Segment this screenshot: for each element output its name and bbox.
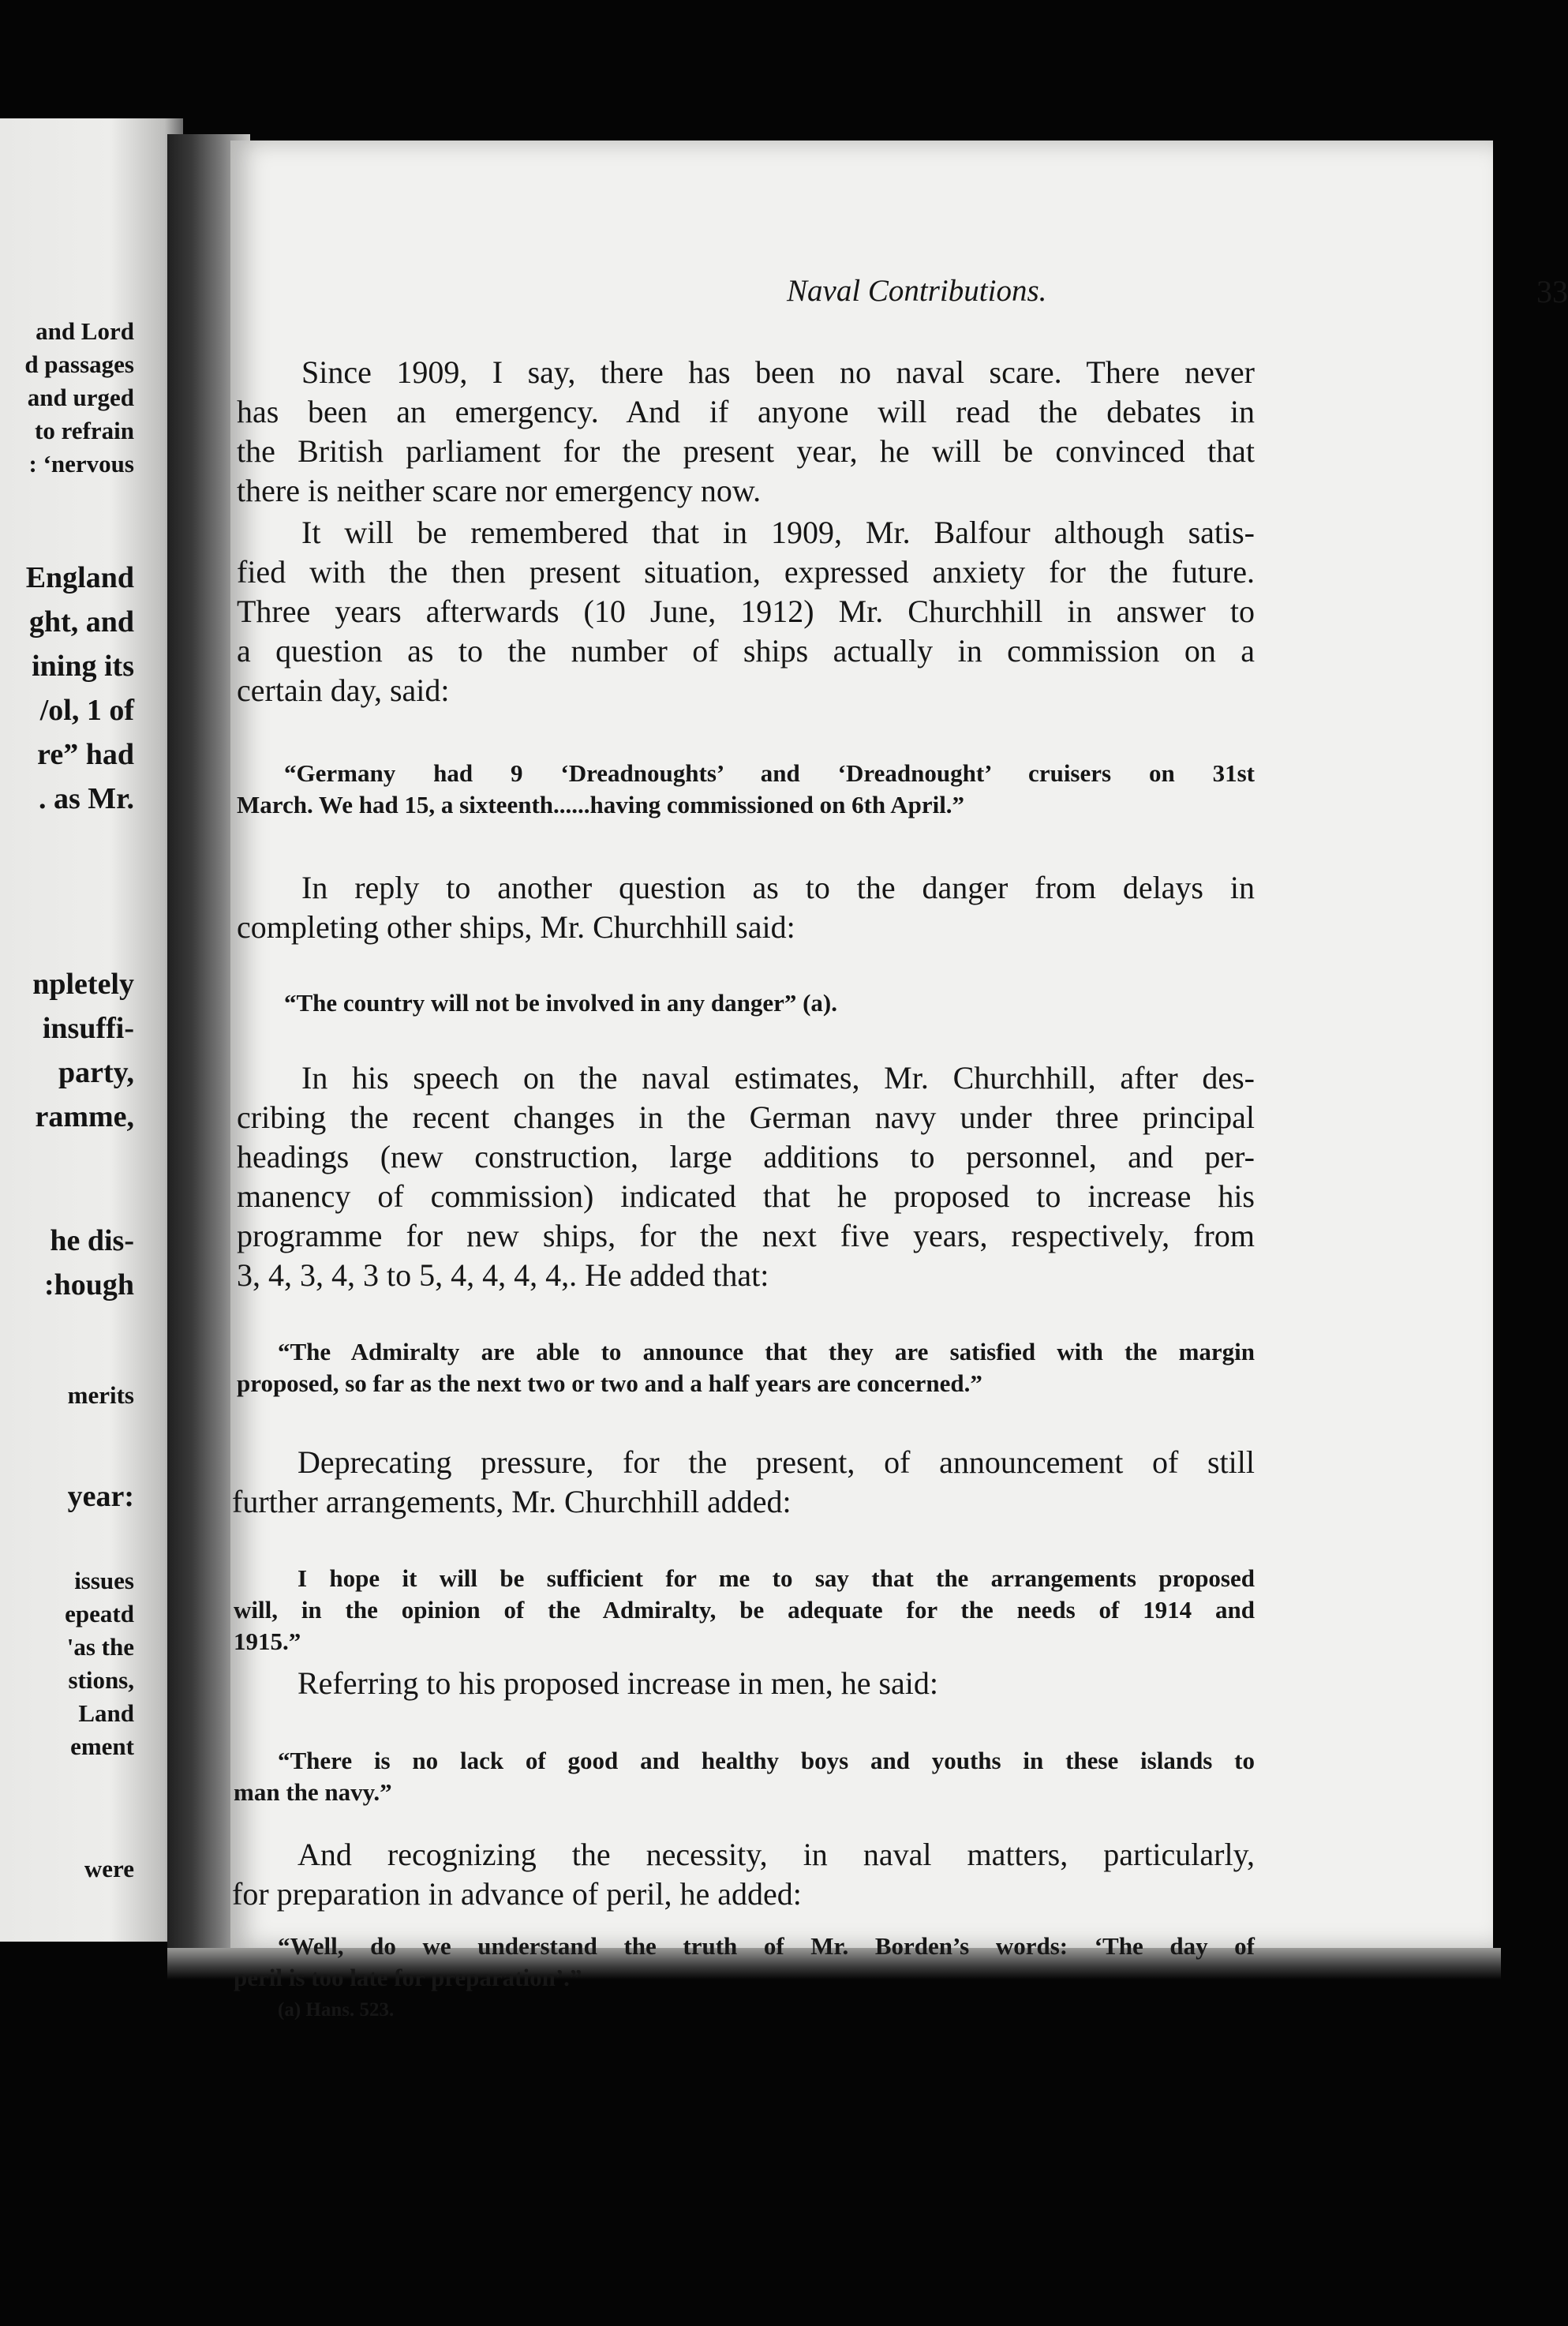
left-page-line: and urged [27,384,134,411]
paragraph-line: headings (new construction, large additions to personnel, and per- [237,1139,1255,1174]
left-page-line: ining its [32,650,134,683]
paragraph-line: Since 1909, I say, there has been no naval scare. There never [301,354,1255,390]
quote-line: “The Admiralty are able to announce that they are satisfied with the margin [278,1338,1255,1365]
left-page-line: England [25,561,134,594]
paragraph-line: further arrangements, Mr. Churchhill added: [232,1484,791,1519]
paragraph-line: there is neither scare nor emergency now. [237,473,762,508]
left-page-line: insuffi- [42,1012,134,1045]
paragraph-line: And recognizing the necessity, in naval matters, particularly, [298,1837,1255,1872]
paragraph-line: fied with the then present situation, expressed anxiety for the future. [237,554,1255,590]
paragraph-line: for preparation in advance of peril, he added: [232,1876,802,1912]
quote-line: “Germany had 9 ‘Dreadnoughts’ and ‘Dreadnought’ cruisers on 31st [284,759,1255,787]
left-page-line: /ol, 1 of [39,694,134,727]
paragraph-line: programme for new ships, for the next five years, respectively, from [237,1218,1255,1253]
quote-line: 1915.” [234,1627,301,1655]
paragraph-line: In reply to another question as to the danger from delays in [301,870,1255,905]
footnote: (a) Hans. 523. [278,1999,395,2021]
quote-line: “The country will not be involved in any danger” (a). [284,989,837,1017]
left-page-line: epeatd [65,1600,134,1627]
quote-line: proposed, so far as the next two or two and a half years are concerned.” [237,1369,982,1397]
left-page-line: issues [74,1567,134,1594]
paragraph-line: a question as to the number of ships actually in commission on a [237,633,1255,669]
page-number: 33 [1536,274,1568,309]
left-page-fragment [0,118,183,1942]
paragraph-line: manency of commission) indicated that he proposed to increase his [237,1178,1255,1214]
left-page-line: npletely [32,968,134,1001]
left-page-line: ght, and [28,605,134,639]
left-page-line: . as Mr. [38,782,134,815]
paragraph-line: Deprecating pressure, for the present, of announcement of still [298,1444,1255,1480]
paragraph-line: the British parliament for the present year, he will be convinced that [237,433,1255,469]
quote-line: March. We had 15, a sixteenth......having commissioned on 6th April.” [237,791,965,818]
quote-line: man the navy.” [234,1778,392,1806]
paragraph-line: In his speech on the naval estimates, Mr. Churchhill, after des- [301,1060,1255,1096]
quote-line: will, in the opinion of the Admiralty, be adequate for the needs of 1914 and [234,1596,1255,1624]
quote-line: peril is too late for preparation’.” [234,1964,582,1991]
right-page-content [230,140,1568,2021]
left-page-line: merits [67,1381,134,1409]
left-page-line: ement [70,1732,134,1760]
paragraph-line: completing other ships, Mr. Churchhill said: [237,909,795,945]
left-page-line: he dis- [50,1224,134,1257]
paragraph-line: cribing the recent changes in the German navy under three principal [237,1099,1255,1135]
left-page-line: d passages [24,350,134,378]
left-page-line: stions, [68,1666,134,1694]
left-page-line: : ‘nervous [28,450,134,478]
quote-line: “Well, do we understand the truth of Mr. Borden’s words: ‘The day of [278,1932,1255,1960]
left-page-line: Land [78,1699,134,1727]
paragraph-line: Three years afterwards (10 June, 1912) Mr. Churchhill in answer to [237,594,1255,629]
paragraph-line: Referring to his proposed increase in men, he said: [298,1665,938,1701]
left-page-line: to refrain [35,417,134,444]
left-page-line: year: [67,1480,134,1513]
left-page-line: re” had [37,738,134,771]
left-page-line: :hough [43,1268,134,1302]
paragraph-line: 3, 4, 3, 4, 3 to 5, 4, 4, 4, 4,. He added that: [237,1257,769,1293]
page-header [554,273,1568,313]
left-page-line: 'as the [66,1633,134,1661]
quote-line: “There is no lack of good and healthy boys and youths in these islands to [278,1747,1255,1774]
left-page-line: and Lord [36,317,134,345]
left-page-line: were [84,1855,134,1882]
left-page-line: ramme, [35,1100,134,1133]
paragraph-line: certain day, said: [237,672,450,708]
paragraph-line: has been an emergency. And if anyone will read the debates in [237,394,1255,429]
quote-line: I hope it will be sufficient for me to say that the arrangements proposed [298,1564,1255,1592]
paragraph-line: It will be remembered that in 1909, Mr. Balfour although satis- [301,515,1255,550]
left-page-line: party, [58,1056,134,1089]
running-title: Naval Contributions. [787,274,1047,308]
